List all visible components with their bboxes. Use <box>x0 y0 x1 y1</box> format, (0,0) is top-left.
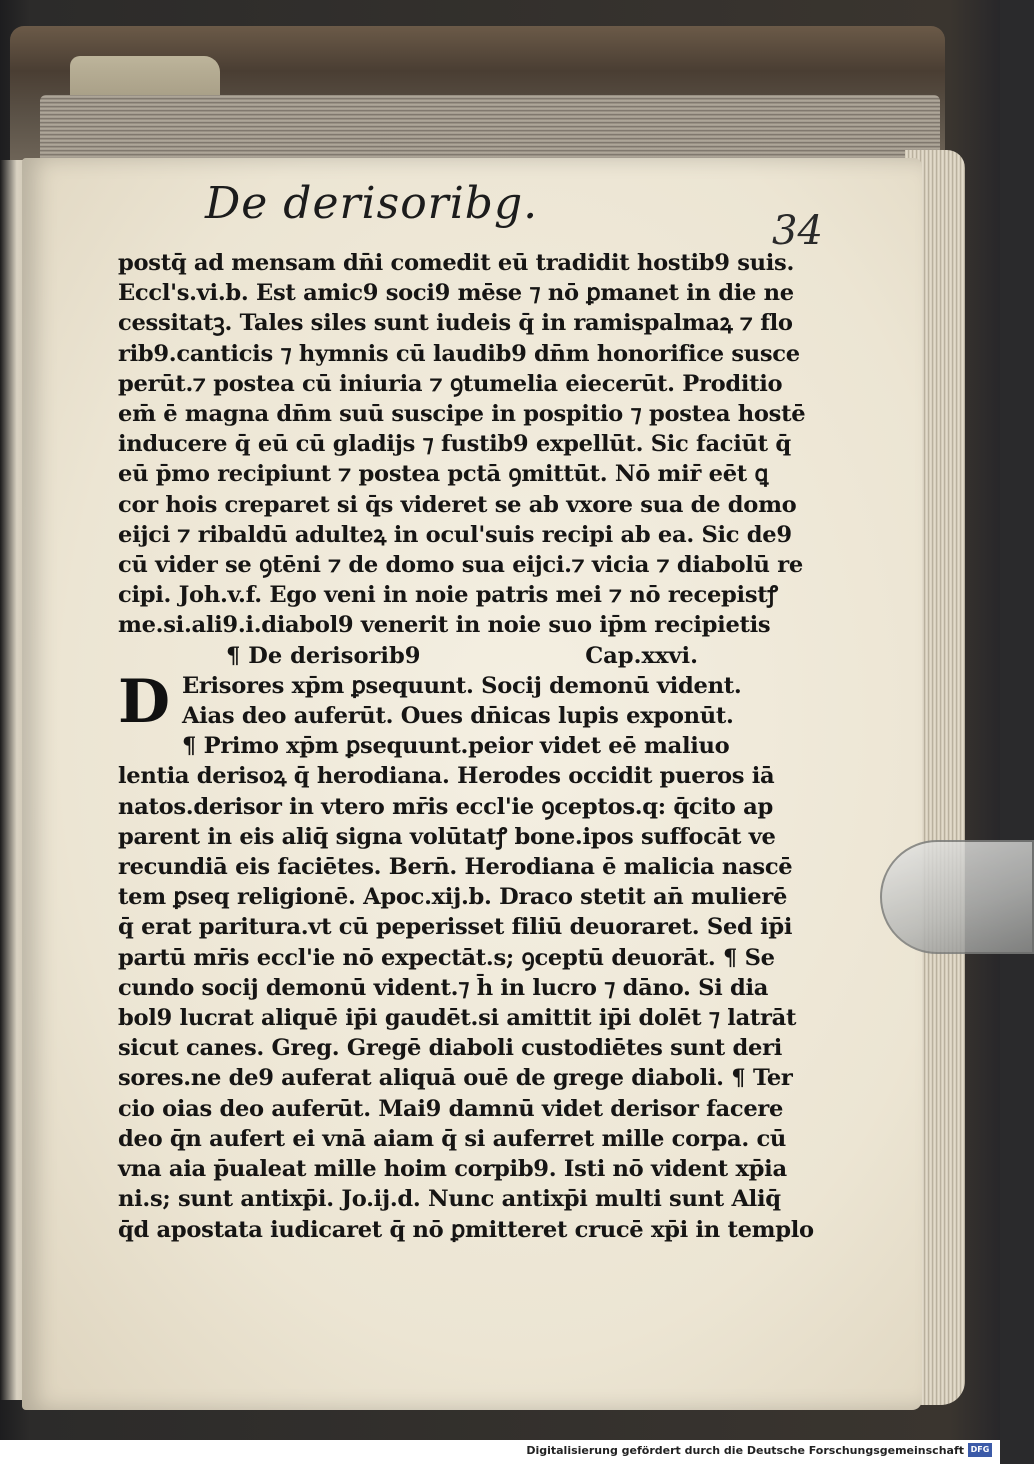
text-line: deo q̄n aufert ei vnā aiam q̄ si auferret mille corpa. cū <box>118 1125 787 1152</box>
text-line: Erisores xp̄m ꝑsequunt. Socij demonū vident. <box>182 672 742 699</box>
text-line: lentia derisoꝝ q̄ herodiana. Herodes occidit pueros iā <box>118 763 775 790</box>
text-block <box>118 248 814 1245</box>
text-line: rib9.canticis ⁊ hymnis cū laudib9 dn̄m honorifice susce <box>118 340 800 367</box>
text-line: sores.ne de9 auferat aliquā ouē de grege diaboli. ¶ Ter <box>118 1065 793 1092</box>
text-line: partū mr̄is eccl'ie nō expectāt.s; ꝯceptū deuorāt. ¶ Se <box>118 944 775 971</box>
text-line: cundo socij demonū vident.⁊ h̄ in lucro ⁊ dāno. Si dia <box>118 974 769 1001</box>
text-line: q̄ erat paritura.vt cū peperisset filiū deuoraret. Sed ip̄i <box>118 914 793 941</box>
text-line: cio oias deo auferūt. Mai9 damnū videt derisor facere <box>118 1095 784 1122</box>
text-line: Aias deo auferūt. Oues dn̄icas lupis exponūt. <box>182 703 734 730</box>
digitization-credit: Digitalisierung gefördert durch die Deutsche Forschungsgemeinschaft <box>526 1444 964 1457</box>
page-edges-top <box>40 95 940 165</box>
drop-initial: D <box>118 666 171 737</box>
text-line: Eccl's.vi.b. Est amic9 soci9 mēse ⁊ nō ꝑmanet in die ne <box>118 280 794 307</box>
text-line: em̄ ē magna dn̄m suū suscipe in pospitio ⁊ postea hostē <box>118 401 806 428</box>
text-line: me.si.ali9.i.diabol9 venerit in noie suo ip̄m recipietis <box>118 612 771 639</box>
text-line: inducere q̄ eū cū gladijs ⁊ fustib9 expellūt. Sic faciūt q̄ <box>118 431 791 458</box>
folio-number: 34 <box>772 208 823 254</box>
text-line: ni.s; sunt antixp̄i. Jo.ij.d. Nunc antixp̄i multi sunt Aliq̄ <box>118 1186 781 1213</box>
text-line: q̄d apostata iudicaret q̄ nō ꝑmitteret crucē xp̄i in templo <box>118 1216 814 1243</box>
text-line: postq̄ ad mensam dn̄i comedit eū tradidit hostib9 suis. <box>118 250 795 276</box>
text-line: perūt.⁊ postea cū iniuria ⁊ ꝯtumelia eiecerūt. Proditio <box>118 370 783 397</box>
dfg-logo: DFG <box>968 1443 992 1457</box>
text-line: recundiā eis faciētes. Bern̄. Herodiana ē malicia nascē <box>118 854 793 881</box>
text-line: cor hois creparet si q̄s videret se ab vxore sua de domo <box>118 491 797 518</box>
text-line: eijci ⁊ ribaldū adulteꝝ in ocul'suis recipi ab ea. Sic de9 <box>118 521 792 548</box>
chapter-number: Cap.xxvi. <box>585 642 698 669</box>
text-line: parent in eis aliq̄ signa volūtatꝭ bone.ipos suffocāt ve <box>118 823 776 850</box>
text-line: bol9 lucrat aliquē ip̄i gaudēt.si amittit ip̄i dolēt ⁊ latrāt <box>118 1005 797 1032</box>
text-line: ¶ Primo xp̄m ꝑsequunt.peior videt eē maliuo <box>182 733 730 760</box>
handwritten-heading: De derisoribg. <box>205 178 539 229</box>
text-line: natos.derisor in vtero mr̄is eccl'ie ꝯceptos.q: q̄cito ap <box>118 793 773 820</box>
text-line: cipi. Joh.v.f. Ego veni in noie patris mei ⁊ nō recepistꝭ <box>118 582 778 609</box>
text-line: cū vider se ꝯtēni ⁊ de domo sua eijci.⁊ vicia ⁊ diabolū re <box>118 552 803 579</box>
text-line: eū p̄mo recipiunt ⁊ postea pctā ꝯmittūt. Nō mir̄ eēt ꝗ <box>118 461 769 488</box>
text-line: tem ꝑseq religionē. Apoc.xij.b. Draco stetit an̄ mulierē <box>118 884 788 911</box>
text-line: sicut canes. Greg. Gregē diaboli custodiētes sunt deri <box>118 1035 782 1062</box>
chapter-opening <box>118 666 742 737</box>
text-line: cessitatꝫ. Tales siles sunt iudeis q̄ in ramispalmaꝝ ⁊ flo <box>118 310 793 337</box>
chapter-title: ¶ De derisorib9 <box>226 642 421 669</box>
chapter-heading <box>118 641 738 671</box>
text-line: vna aia p̄ualeat mille hoim corpib9. Isti nō vident xp̄ia <box>118 1156 787 1183</box>
page-clip <box>880 840 1034 954</box>
